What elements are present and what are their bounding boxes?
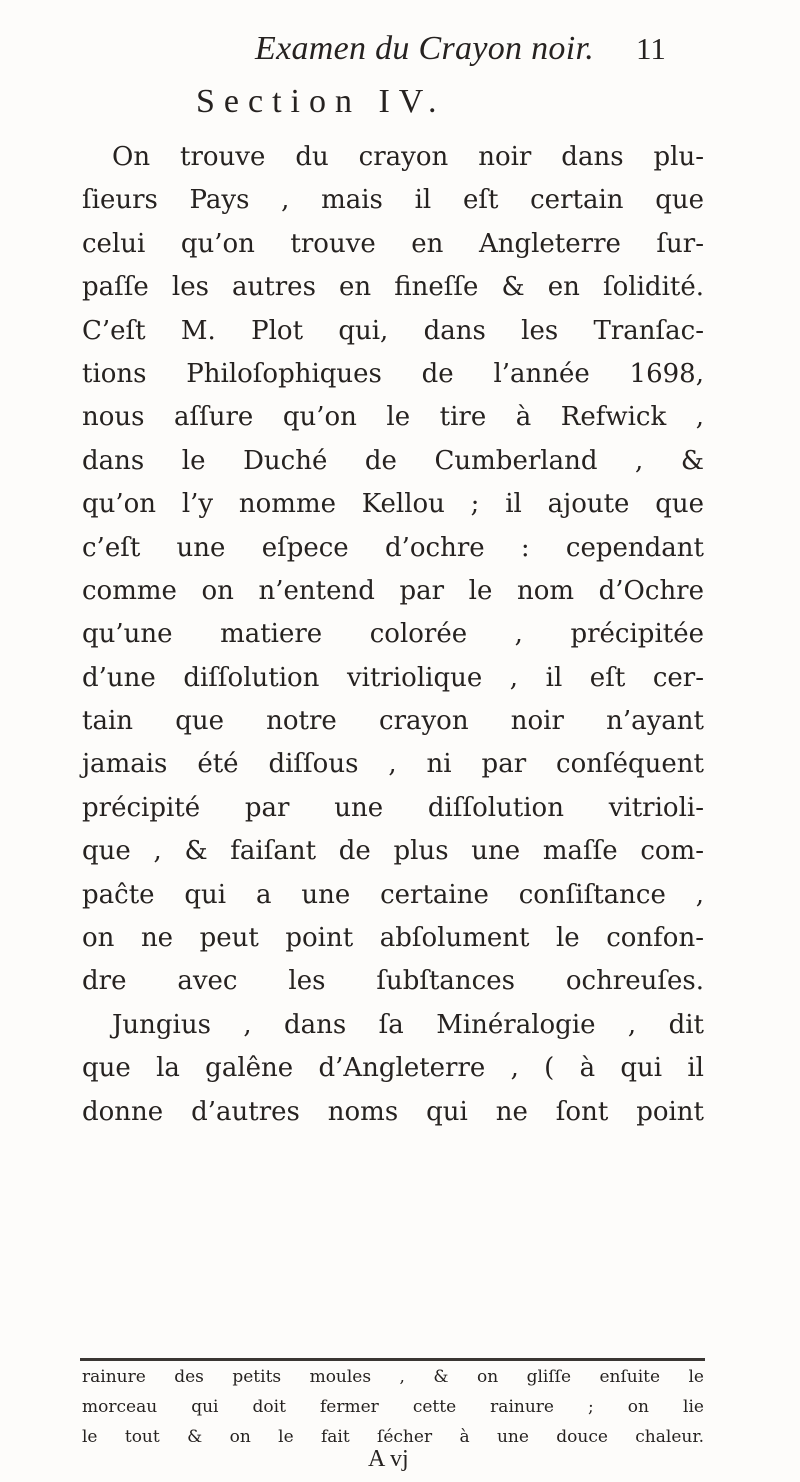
body-line: c’eſt une eſpece d’ochre : cependant [82,532,704,563]
body-line: on ne peut point abſolument le confon- [82,923,704,954]
signature-mark: A vj [368,1446,409,1472]
body-line: d’une diſſolution vitriolique , il eſt cer- [82,662,704,693]
body-line: paĉte qui a une certaine conſiſtance , [82,879,704,910]
body-line: On trouve du crayon noir dans plu- [112,142,704,172]
body-line: que la galêne d’Angleterre , ( à qui il [82,1053,704,1084]
body-line: Jungius , dans ſa Minéralogie , dit [112,1009,704,1040]
body-line: dans le Duché de Cumberland , & [82,445,704,476]
running-head [0,24,800,74]
body-line: qu’une matiere colorée , précipitée [82,619,704,650]
body-line: ſieurs Pays , mais il eſt certain que [82,185,704,216]
footnote-divider [80,1358,705,1361]
body-line: dre avec les ſubſtances ochreuſes. [82,966,704,997]
body-line: tions Philoſophiques de l’année 1698, [82,358,704,389]
body-line: C’eſt M. Plot qui, dans les Tranſac- [82,315,704,346]
footnote-line: le tout & on le fait ſécher à une douce chaleur. [82,1427,704,1447]
body-text [82,136,704,1134]
body-line: tain que notre crayon noir n’ayant [82,706,704,737]
footnote [82,1362,704,1452]
footnote-line: morceau qui doit fermer cette rainure ; on lie [82,1397,704,1417]
footnote-line: rainure des petits moules , & on gliſſe enſuite le [82,1367,704,1387]
body-line: celui qu’on trouve en Angleterre ſur- [82,228,704,259]
body-line: jamais été diſſous , ni par conſéquent [82,749,704,780]
body-line: comme on n’entend par le nom d’Ochre [82,575,704,606]
page-number: 11 [636,31,666,66]
body-line: que , & faiſant de plus une maſſe com- [82,836,704,867]
body-line: paſſe les autres en fineſſe & en ſolidité. [82,272,704,303]
running-title: Examen du Crayon noir. [255,30,595,67]
body-line: qu’on l’y nomme Kellou ; il ajoute que [82,489,704,520]
body-line: nous aſſure qu’on le tire à Refwick , [82,402,704,433]
body-line: précipité par une diſſolution vitrioli- [82,792,704,823]
section-heading: Section IV. [196,83,446,120]
body-line: donne d’autres noms qui ne ſont point [82,1096,704,1127]
